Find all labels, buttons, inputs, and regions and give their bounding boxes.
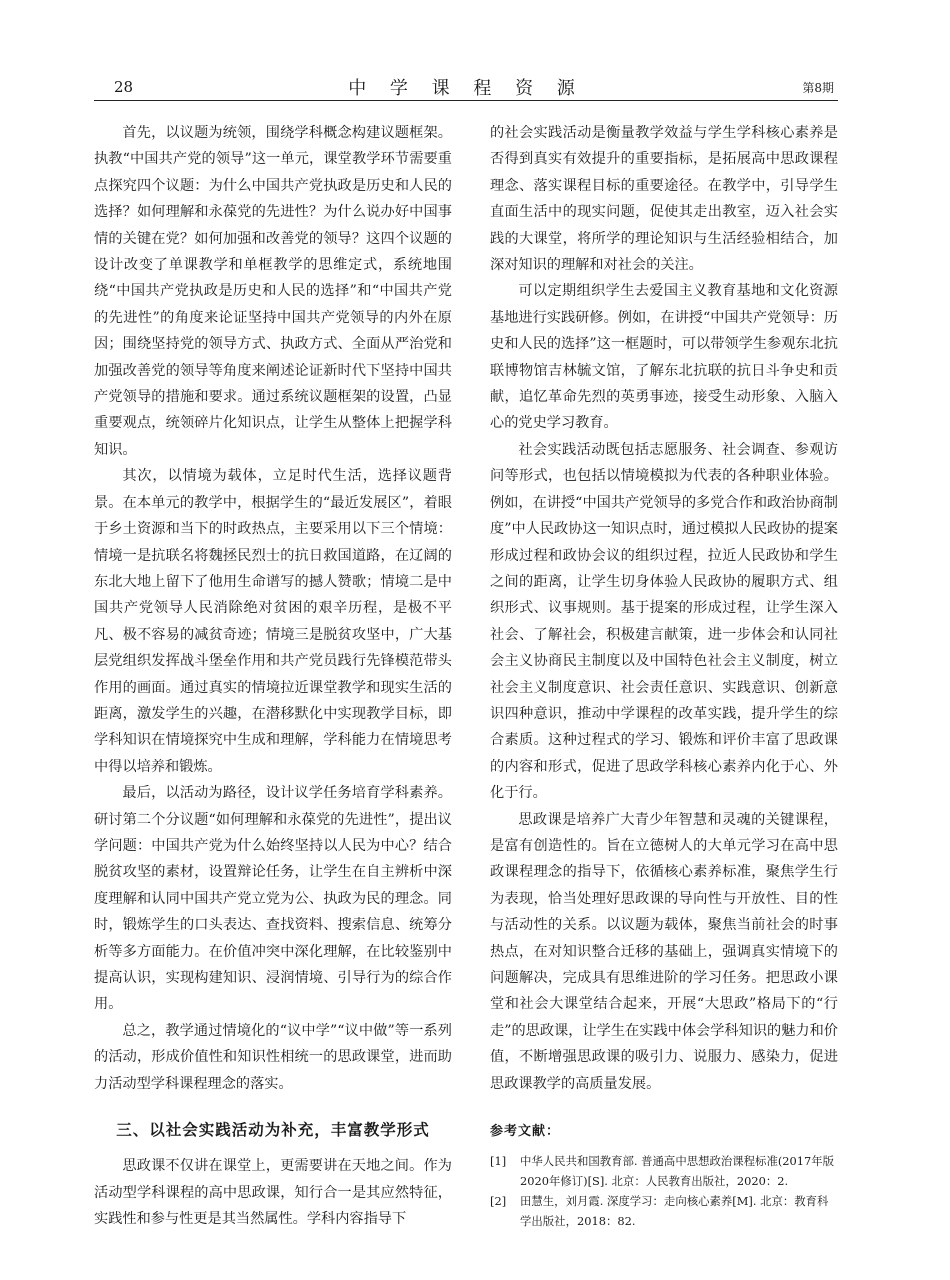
paragraph: 其次，以情境为载体，立足时代生活，选择议题背景。在本单元的教学中，根据学生的“最近发展区”，着眼于乡土资源和当下的时政热点，主要采用以下三个情境：情境一是抗联名将魏拯民烈士的抗日救国道路，在辽阔的东北大地上留下了他用生命谱写的撼人赞歌；情境二是中国共产党领导人民消除绝对贫困的艰辛历程，是极不平凡、极不容易的减贫奇迹；情境三是脱贫攻坚中，广大基层党组织发挥战斗堡垒作用和共产党员践行先锋模范带头作用的画面。通过真实的情境拉近课堂教学和现实生活的距离，激发学生的兴趣，在潜移默化中实现教学目标，即学科知识在情境探究中生成和理解，学科能力在情境思考中得以培养和锻炼。 [94,468,452,775]
references-title: 参考文献： [490,1124,561,1140]
reference-index: [2] [490,1194,507,1209]
page-header [94,66,838,101]
section-heading: 三、以社会实践活动为补充，丰富教学形式 [116,1121,430,1140]
references-list [490,1151,838,1231]
issue-number: 第8期 [802,81,834,95]
paragraph: 总之，教学通过情境化的“议中学”“议中做”等一系列的活动，形成价值性和知识性相统一的思政课堂，进而助力活动型学科课程理念的落实。 [94,1022,452,1092]
paragraph: 思政课不仅讲在课堂上，更需要讲在天地之间。作为活动型学科课程的高中思政课，知行合一是其应然特征，实践性和参与性更是其当然属性。学科内容指导下 [94,1158,452,1228]
right-column [490,120,838,1231]
paragraph: 可以定期组织学生去爱国主义教育基地和文化资源基地进行实践研修。例如，在讲授“中国共产党领导：历史和人民的选择”这一框题时，可以带领学生参观东北抗联博物馆吉林毓文馆，了解东北抗联的抗日斗争史和贡献，追忆革命先烈的英勇事迹，接受生动形象、入脑入心的党史学习教育。 [490,283,838,432]
reference-text: 田慧生，刘月霞. 深度学习：走向核心素养[M]. 北京：教育科学出版社，2018：82. [520,1194,829,1229]
page-number: 28 [114,78,134,96]
reference-index: [1] [490,1154,507,1169]
reference-item [490,1151,838,1191]
paragraph-continuation: 的社会实践活动是衡量教学效益与学生学科核心素养是否得到真实有效提升的重要指标，是拓展高中思政课程理念、落实课程目标的重要途径。在教学中，引导学生直面生活中的现实问题，促使其走出教室，迈入社会实践的大课堂，将所学的理论知识与生活经验相结合，加深对知识的理解和对社会的关注。 [490,125,838,274]
paragraph: 首先，以议题为统领，围绕学科概念构建议题框架。执教“中国共产党的领导”这一单元，课堂教学环节需要重点探究四个议题：为什么中国共产党执政是历史和人民的选择？如何理解和永葆党的先进性？为什么说办好中国事情的关键在党？如何加强和改善党的领导？这四个议题的设计改变了单课教学和单框教学的思维定式，系统地围绕“中国共产党执政是历史和人民的选择”和“中国共产党的先进性”的角度来论证坚持中国共产党领导的内外在原因；围绕坚持党的领导方式、执政方式、全面从严治党和加强改善党的领导等角度来阐述论证新时代下坚持中国共产党领导的措施和要求。通过系统议题框架的设置，凸显重要观点，统领碎片化知识点，让学生从整体上把握学科知识。 [94,125,452,458]
reference-item [490,1191,838,1231]
reference-text: 中华人民共和国教育部. 普通高中思想政治课程标准(2017年版2020年修订)[S]. 北京：人民教育出版社，2020：2. [520,1154,835,1189]
paragraph: 社会实践活动既包括志愿服务、社会调查、参观访问等形式，也包括以情境模拟为代表的各种职业体验。例如，在讲授“中国共产党领导的多党合作和政治协商制度”中人民政协这一知识点时，通过模拟人民政协的提案形成过程和政协会议的组织过程，拉近人民政协和学生之间的距离，让学生切身体验人民政协的履职方式、组织形式、议事规则。基于提案的形成过程，让学生深入社会、了解社会，积极建言献策，进一步体会和认同社会主义协商民主制度以及中国特色社会主义制度，树立社会主义制度意识、社会责任意识、实践意识、创新意识四种意识，推动中学课程的改革实践，提升学生的综合素质。这种过程式的学习、锻炼和评价丰富了思政课的内容和形式，促进了思政学科核心素养内化于心、外化于行。 [490,441,838,802]
paragraph: 最后，以活动为路径，设计议学任务培育学科素养。研讨第二个分议题“如何理解和永葆党的先进性”，提出议学问题：中国共产党为什么始终坚持以人民为中心？结合脱贫攻坚的素材，设置辩论任务，让学生在自主辨析中深度理解和认同中国共产党立党为公、执政为民的理念。同时，锻炼学生的口头表达、查找资料、搜索信息、统筹分析等多方面能力。在价值冲突中深化理解，在比较鉴别中提高认识，实现构建知识、浸润情境、引导行为的综合作用。 [94,785,452,1013]
paragraph: 思政课是培养广大青少年智慧和灵魂的关键课程，是富有创造性的。旨在立德树人的大单元学习在高中思政课程理念的指导下，依循核心素养标准，聚焦学生行为表现，恰当处理好思政课的导向性与开放性、目的性与活动性的关系。以议题为载体，聚焦当前社会的时事热点，在对知识整合迁移的基础上，强调真实情境下的问题解决，完成具有思维进阶的学习任务。把思政小课堂和社会大课堂结合起来，开展“大思政”格局下的“行走”的思政课，让学生在实践中体会学科知识的魅力和价值，不断增强思政课的吸引力、说服力、感染力，促进思政课教学的高质量发展。 [490,811,838,1092]
journal-title: 中 学 课 程 资 源 [348,78,584,99]
left-column [94,120,452,1233]
